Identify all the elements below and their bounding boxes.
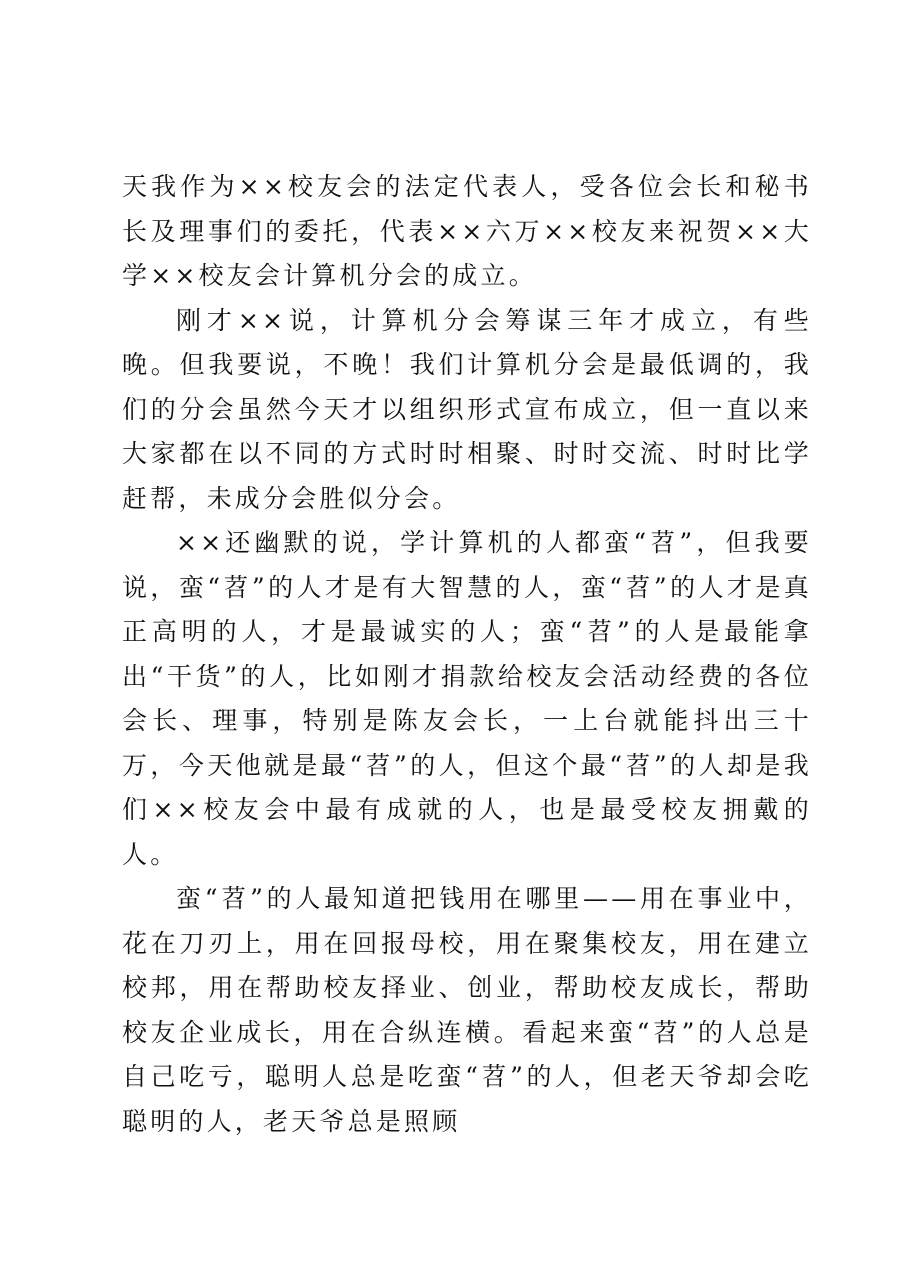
paragraph-1: 天我作为××校友会的法定代表人，受各位会长和秘书长及理事们的委托，代表××六万××校友来祝贺××大学××校友会计算机分会的成立。 (122, 172, 812, 290)
paragraph-2: 刚才××说，计算机分会筹谋三年才成立，有些晚。但我要说，不晚！我们计算机分会是最低调的，我们的分会虽然今天才以组织形式宣布成立，但一直以来大家都在以不同的方式时时相聚、时时交流、时时比学赶帮，未成分会胜似分会。 (122, 305, 812, 513)
paragraph-4: 蛮“苕”的人最知道把钱用在哪里——用在事业中，花在刀刃上，用在回报母校，用在聚集校友，用在建立校邦，用在帮助校友择业、创业，帮助校友成长，帮助校友企业成长，用在合纵连横。看起来蛮“苕”的人总是自己吃亏，聪明人总是吃蛮“苕”的人，但老天爷却会吃聪明的人，老天爷总是照顾 (122, 884, 812, 1136)
document-body (122, 165, 812, 1144)
paragraph-3: ××还幽默的说，学计算机的人都蛮“苕”，但我要说，蛮“苕”的人才是有大智慧的人，蛮“苕”的人才是真正高明的人，才是最诚实的人；蛮“苕”的人是最能拿出“干货”的人，比如刚才捐款给校友会活动经费的各位会长、理事，特别是陈友会长，一上台就能抖出三十万，今天他就是最“苕”的人，但这个最“苕”的人却是我们××校友会中最有成就的人，也是最受校友拥戴的人。 (122, 528, 812, 869)
